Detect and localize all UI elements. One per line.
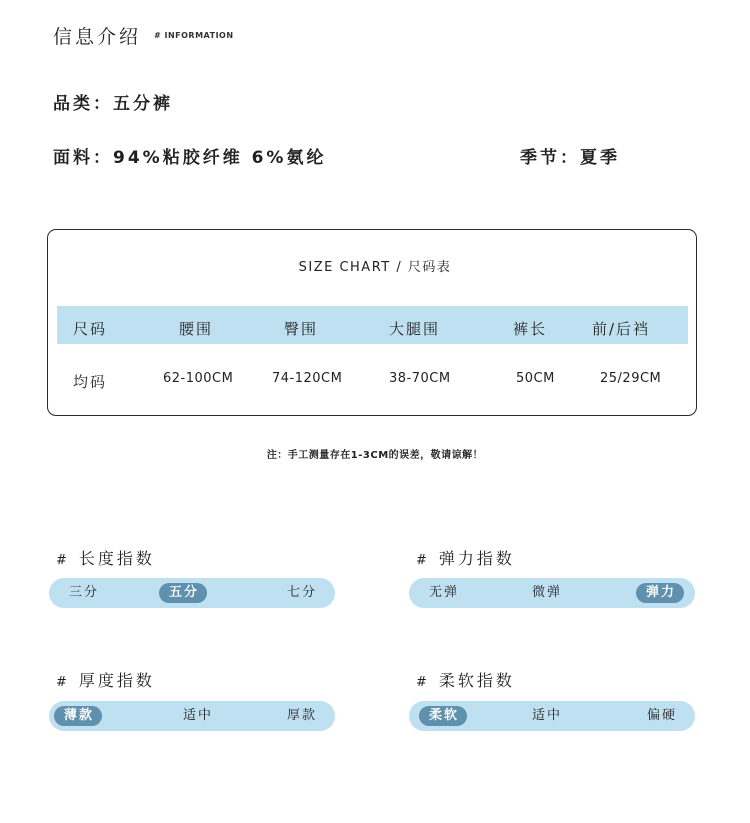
header-waist: 腰围 <box>179 320 214 338</box>
value-waist: 62-100CM <box>163 371 234 386</box>
hash-mark: # <box>416 553 427 568</box>
elasticity-index-title <box>416 546 515 569</box>
header-rise: 前/后裆 <box>592 320 651 338</box>
softness-index-label: 柔软指数 <box>438 671 515 690</box>
length-index-title <box>56 546 155 569</box>
softness-option-1-selected: 柔软 <box>419 706 467 726</box>
header-size: 尺码 <box>73 320 108 338</box>
softness-option-3: 偏硬 <box>647 708 678 723</box>
header-hip: 臀围 <box>284 320 319 338</box>
length-index-bar <box>49 578 335 608</box>
length-option-2-selected: 五分 <box>159 583 207 603</box>
elasticity-option-2: 微弹 <box>532 585 563 600</box>
value-size: 均码 <box>73 373 108 391</box>
thickness-index-bar <box>49 701 335 731</box>
hash-mark: # <box>416 675 427 690</box>
length-option-1: 三分 <box>69 585 100 600</box>
elasticity-index-bar <box>409 578 695 608</box>
season-text: 季节：夏季 <box>520 148 620 168</box>
hash-mark: # <box>56 553 67 568</box>
section-title: 信息介绍 <box>53 26 142 48</box>
length-option-3: 七分 <box>287 585 318 600</box>
softness-option-2: 适中 <box>532 708 563 723</box>
thickness-option-3: 厚款 <box>287 708 318 723</box>
softness-index-bar <box>409 701 695 731</box>
value-hip: 74-120CM <box>272 371 343 386</box>
header-length: 裤长 <box>513 320 548 338</box>
header-thigh: 大腿围 <box>389 320 441 338</box>
value-thigh: 38-70CM <box>389 371 451 386</box>
softness-index-title <box>416 668 515 691</box>
thickness-option-1-selected: 薄款 <box>54 706 102 726</box>
value-length: 50CM <box>516 371 555 386</box>
length-index-label: 长度指数 <box>78 549 155 568</box>
category-text: 品类：五分裤 <box>53 94 173 114</box>
elasticity-option-3-selected: 弹力 <box>636 583 684 603</box>
value-rise: 25/29CM <box>600 371 662 386</box>
section-subtitle: # INFORMATION <box>154 31 234 40</box>
size-chart-title: SIZE CHART / 尺码表 <box>298 260 452 275</box>
hash-mark: # <box>56 675 67 690</box>
elasticity-index-label: 弹力指数 <box>438 549 515 568</box>
thickness-option-2: 适中 <box>183 708 214 723</box>
thickness-index-label: 厚度指数 <box>78 671 155 690</box>
thickness-index-title <box>56 668 155 691</box>
fabric-text: 面料：94%粘胶纤维 6%氨纶 <box>53 148 327 168</box>
elasticity-option-1: 无弹 <box>429 585 460 600</box>
measurement-note: 注：手工测量存在1-3CM的误差，敬请谅解！ <box>266 450 484 461</box>
